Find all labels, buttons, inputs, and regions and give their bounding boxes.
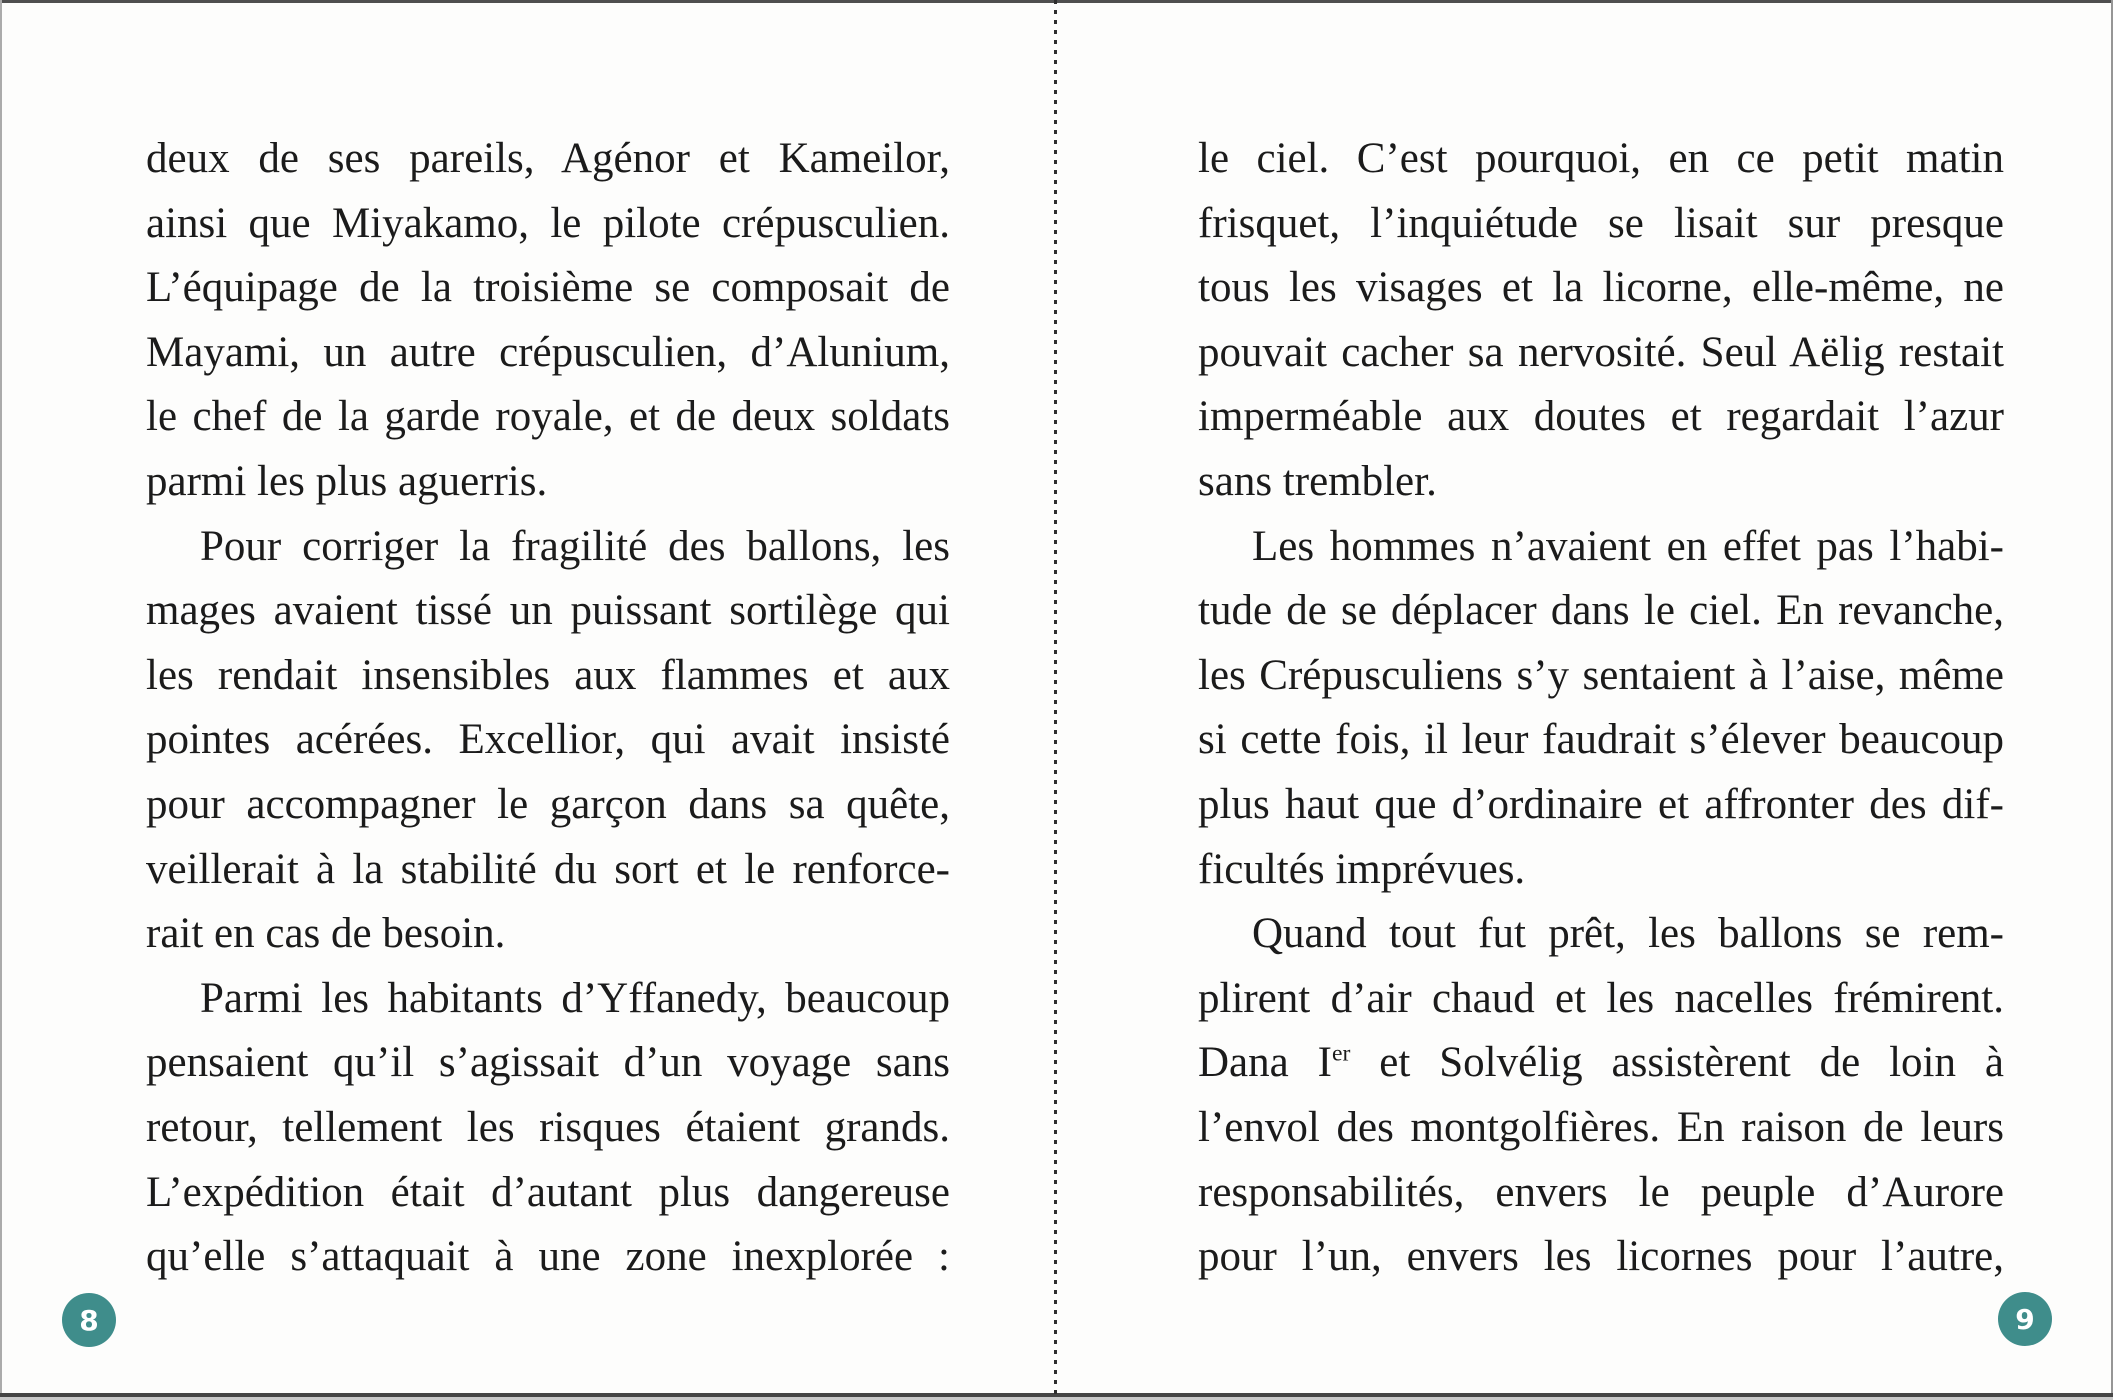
page-divider [1054,0,1057,1400]
text-line: les rendait insensibles aux flammes et aux [146,651,950,699]
text-line: le ciel. C’est pourquoi, en ce petit matin [1198,135,2004,182]
text-line: qu’elle s’attaquait à une zone inexplorée : [146,1233,950,1281]
text-line: pour l’un, envers les licornes pour l’autre, [1198,1233,2004,1281]
text-line: L’expédition était d’autant plus dangereuse [146,1168,950,1216]
text-line: sans trembler. [1198,457,1437,505]
text-line: si cette fois, il leur faudrait s’élever beaucoup [1198,716,2004,764]
text-line: deux de ses pareils, Agénor et Kameilor, [146,135,950,182]
text-line: l’envol des montgolfières. En raison de leurs [1198,1103,2004,1151]
text-line: Mayami, un autre crépusculien, d’Alunium, [146,328,950,376]
text-line: Quand tout fut prêt, les ballons se rem- [1252,910,2004,958]
page-number-right: 9 [2015,1302,2035,1336]
text-line: veillerait à la stabilité du sort et le renforce- [146,845,950,893]
text-line: mages avaient tissé un puissant sortilège qui [146,587,950,635]
text-line: pour accompagner le garçon dans sa quête, [146,780,950,828]
text-line: les Crépusculiens s’y sentaient à l’aise, même [1198,651,2004,699]
text-line: responsabilités, envers le peuple d’Aurore [1198,1168,2004,1216]
text-line: le chef de la garde royale, et de deux soldats [146,393,950,441]
page-number-badge-right [1998,1292,2052,1346]
superscript: er [1331,1040,1351,1067]
scan-edge-left [0,0,2,1400]
text-line: imperméable aux doutes et regardait l’azur [1198,393,2004,441]
text-line: rait en cas de besoin. [146,910,506,958]
text-line: Parmi les habitants d’Yffanedy, beaucoup [200,974,950,1022]
text-line: ficultés imprévues. [1198,845,1526,893]
text-line: plus haut que d’ordinaire et affronter des dif- [1198,780,2004,828]
text-line: retour, tellement les risques étaient grands. [146,1103,950,1151]
text-line: Dana Ier et Solvélig assistèrent de loin à [1198,1039,2004,1087]
text-line: tous les visages et la licorne, elle-même, ne [1198,264,2004,312]
page-left-text [146,127,950,1290]
text-line: pensaient qu’il s’agissait d’un voyage sans [146,1039,950,1087]
text-line: pointes acérées. Excellior, qui avait insisté [146,716,950,764]
text-line: ainsi que Miyakamo, le pilote crépusculien. [146,199,950,247]
text-line: Pour corriger la fragilité des ballons, les [200,522,950,570]
text-line: pouvait cacher sa nervosité. Seul Aëlig restait [1198,328,2004,376]
text-line: frisquet, l’inquiétude se lisait sur presque [1198,199,2004,247]
page-number-left: 8 [79,1303,99,1337]
text-line: plirent d’air chaud et les nacelles frémirent. [1198,974,2004,1022]
text-line: parmi les plus aguerris. [146,457,548,505]
page-number-badge-left [62,1293,116,1347]
text-line: Les hommes n’avaient en effet pas l’habi- [1252,522,2004,570]
text-line: tude de se déplacer dans le ciel. En revanche, [1198,587,2004,635]
page-right-text [1198,127,2004,1290]
text-line: L’équipage de la troisième se composait de [146,264,950,312]
